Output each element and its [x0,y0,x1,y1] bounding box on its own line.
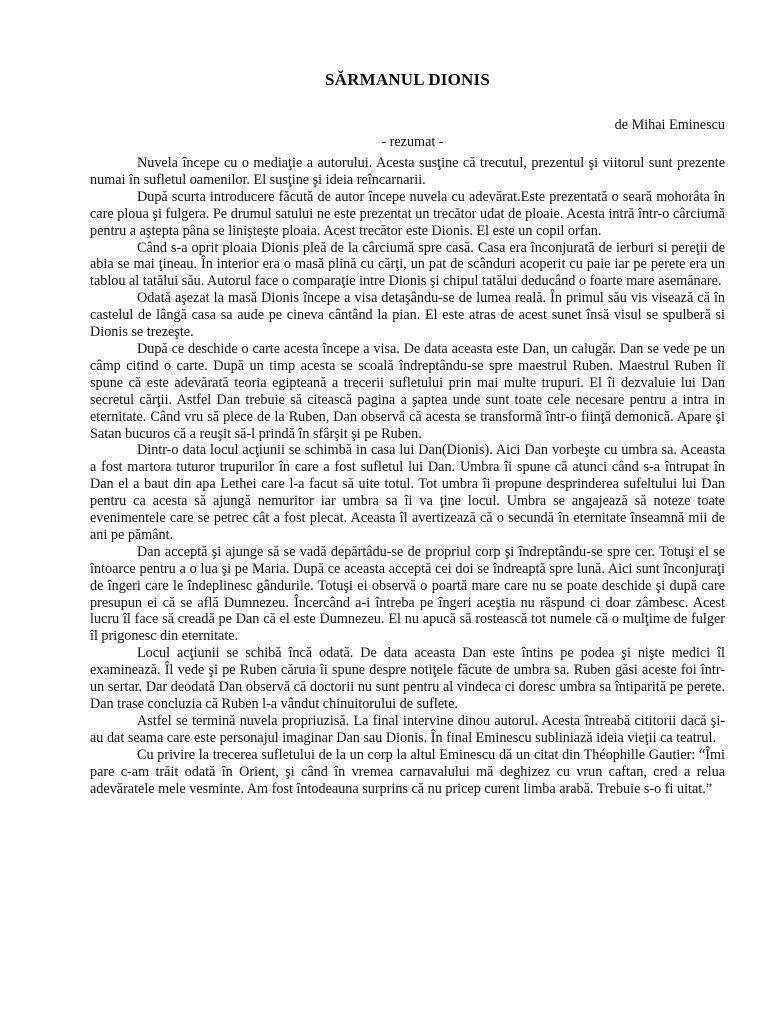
paragraph: Astfel se termină nuvela propriuzisă. La final intervine dinou autorul. Acesta întreabă cititorii dacă şi-au dat seama care este personajul imaginar Dan sau Dionis. În final Eminescu subliniază ideia vieţii ca teatrul. [90,712,725,746]
paragraph: Dan acceptă şi ajunge să se vadă depărtâdu-se de propriul corp şi îndreptându-se spre cer. Totuşi el se întoarce pentru a o lua şi pe Maria. După ce aceasta acceptă cei doi se îndreaptă spre lună. Aici sunt înconjuraţi de îngeri care le îndeplinesc gândurile. Totuşi ei observă o poartă mare care nu se poate deschide şi după care presupun ei că se află Dumnezeu. Încercând a-i întreba pe îngeri aceştia nu răspund ci doar zâmbesc. Acest lucru îl face să creadă pe Dan că el este Dumnezeu. El nu apucă să rostească tot numele că o mulţime de fulger îl prigonesc din eternitate. [90,543,725,645]
paragraph: Cu privire la trecerea sufletului de la un corp la altul Eminescu dă un citat din Théophille Gautier: “Îmi pare c-am trăit odată în Orient, şi când în vremea carnavalului mă deghizez cu vrun caftan, cred a relua adevăratele mele vesminte. Am fost întodeauna surprins că nu pricep curent limba arabă. Trebuie s-o fi uitat.” [90,746,725,797]
paragraph: După ce deschide o carte acesta începe a visa. De data aceasta este Dan, un calugăr. Dan se vede pe un câmp citind o carte. După un timp acesta se scoală îndreptându-se spre maestrul Ruben. Maestrul Ruben îi spune că este adevărată teoria egipteană a trecerii sufletului prin mai multe trupuri. El îi dezvaluie lui Dan secretul cărţii. Astfel Dan trebuie să citească pagina a şaptea unde sunt toate cele necesare pentru a intra in eternitate. Când vru să plece de la Ruben, Dan observă că acesta se transformă într-o fiinţă demonică. Apare şi Satan bucuros că a reuşit să-l prindă în sfârşit şi pe Ruben. [90,340,725,442]
document-body [90,155,725,797]
document-author: de Mihai Eminescu [614,117,725,133]
paragraph: Dintr-o data locul acţiunii se schimbă in casa lui Dan(Dionis). Aici Dan vorbeşte cu umbra sa. Aceasta a fost martora tuturor trupurilor în care a fost sufletul lui Dan. Umbra îi spune că atunci când s-a întrupat în Dan el a baut din apa Lethei care l-a facut să uite totul. Tot umbra îi propune desprinderea sufeltului lui Dan pentru ca acesta să ajungă nemuritor iar umbra sa îi va ţine locul. Umbra se angajează să noteze toate evenimentele care se petrec cât a fost plecat. Aceasta îl avertizează că o secundă în eternitate înseamnă mii de ani pe pământ. [90,442,725,543]
paragraph: Când s-a oprit ploaia Dionis pleă de la cârciumă spre casă. Casa era înconjurată de ierburi si pereţii de abia se mai ţineau. În interior era o masă plină cu cărţi, un pat de scânduri acoperit cu paie iar pe perete era un tablou al tatălui său. Autorul face o comparaţie intre Dionis şi chipul tatălui deducând o foarte mare asemănare. [90,239,725,290]
paragraph: Locul acţiunii se schibă încă odată. De data aceasta Dan este întins pe podea şi nişte medici îl examinează. Îl vede şi pe Ruben căruia îi spune despre notiţele făcute de umbra sa. Ruben găsi aceste foi într-un sertar. Dar deodată Dan observă că doctorii nu sunt pentru al vindeca ci doresc umbra sa întiparită pe perete. Dan trase concluzia că Ruben l-a vândut chinuitorului de suflete. [90,645,725,712]
document-title: SĂRMANUL DIONIS [325,70,490,89]
document-subtitle: - rezumat - [381,134,444,150]
paragraph: Odată aşezat la masă Dionis începe a visa detaşându-se de lumea reală. În primul său vis visează că în castelul de lângă casa sa aude pe cineva cântând la pian. El este atras de acest sunet însă visul se spulberă si Dionis se trezeşte. [90,290,725,341]
paragraph: După scurta introducere făcută de autor începe nuvela cu adevărat.Este prezentată o seară mohorâta în care ploua şi fulgera. Pe drumul satului ne este prezentat un trecător udat de ploaie. Acesta intră într-o cârciumă pentru a aştepta pâna se linişteşte ploaia. Acest trecător este Dionis. El este un copil orfan. [90,188,725,239]
paragraph: Nuvela începe cu o mediaţie a autorului. Acesta susţine că trecutul, prezentul şi viitorul sunt prezente numai în sufletul oamenilor. El susţine şi ideia reîncarnarii. [90,155,725,188]
